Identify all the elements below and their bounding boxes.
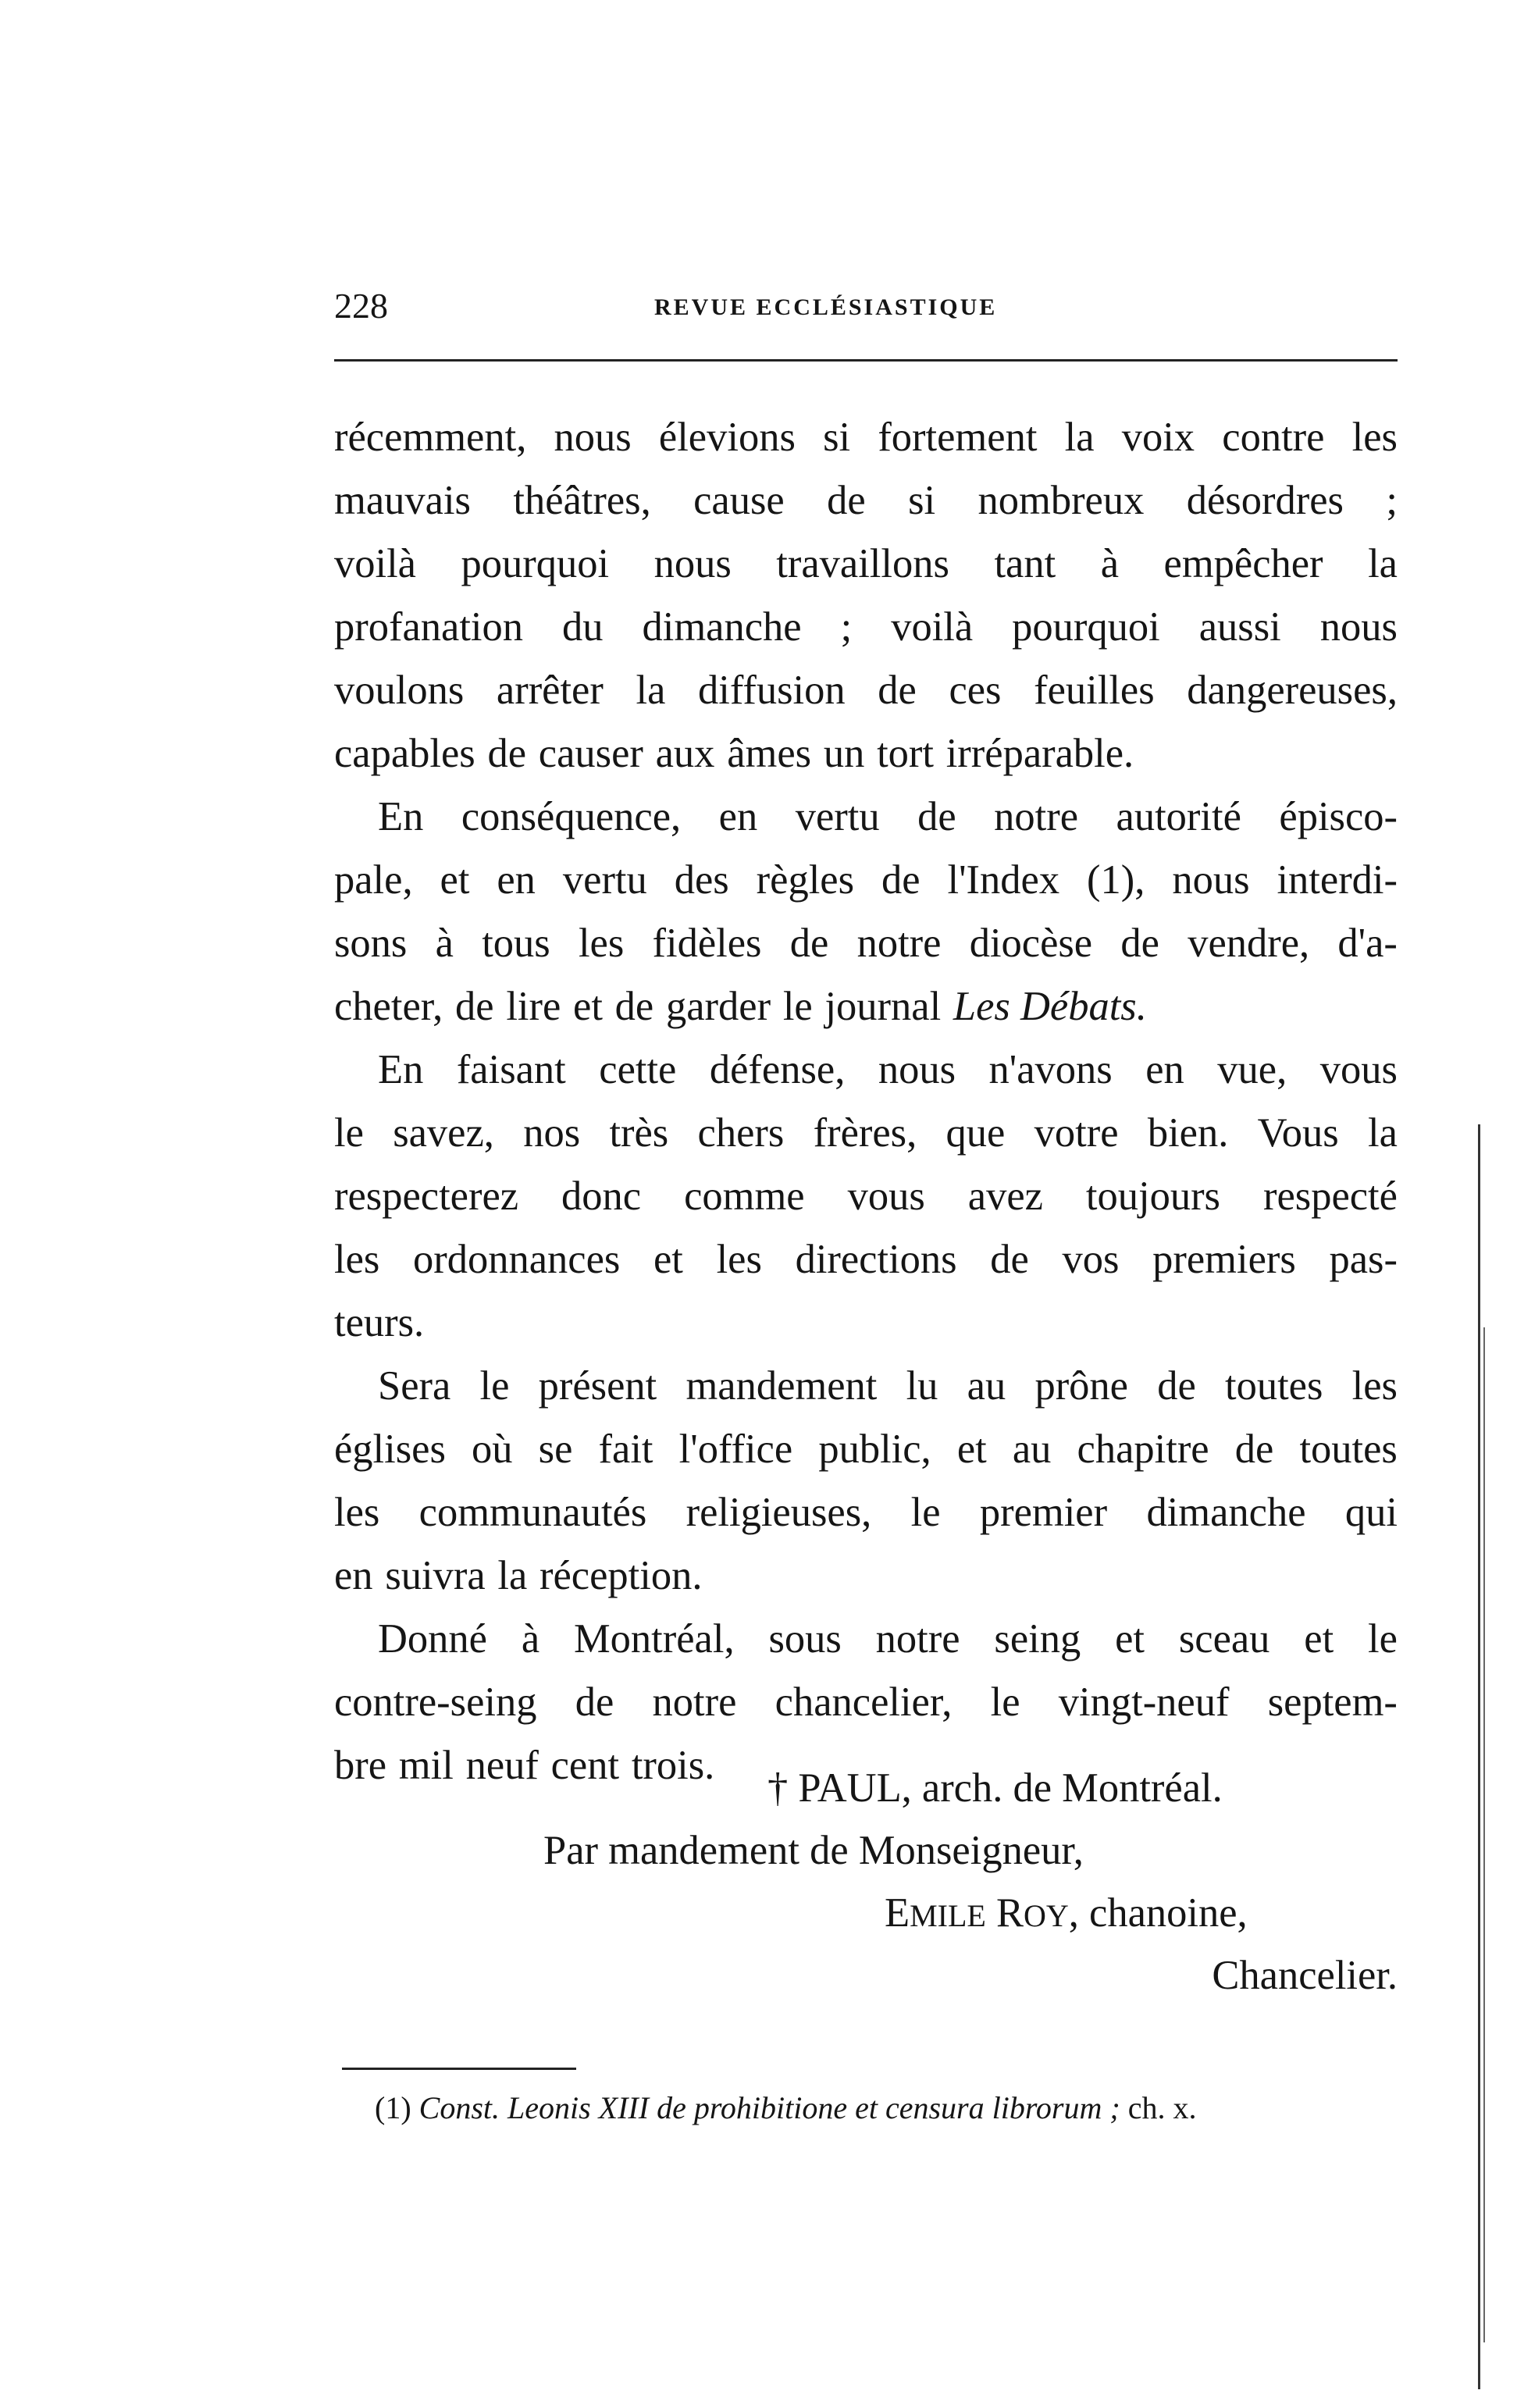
roy-initial-e: E: [885, 1890, 910, 1936]
text-line: Sera le présent mandement lu au prône de toutes les: [378, 1363, 1398, 1409]
roy-title: , chanoine,: [1068, 1890, 1248, 1936]
signature-block: [334, 1757, 1398, 2007]
text-line: Donné à Montréal, sous notre seing et sceau et le: [378, 1616, 1398, 1662]
text-line: En conséquence, en vertu de notre autorité épisco-: [378, 794, 1398, 839]
header-rule: [334, 359, 1398, 362]
roy-initial-r: R: [995, 1890, 1024, 1936]
italic-title: Les Débats.: [953, 984, 1147, 1029]
roy-mile: MILE: [910, 1898, 986, 1933]
text-line: respecterez donc comme vous avez toujours respecté: [334, 1174, 1398, 1219]
footnote-rule: [342, 2068, 576, 2070]
text-line: contre-seing de notre chancelier, le vingt-neuf septem-: [334, 1680, 1398, 1725]
text-line: bre mil neuf cent trois.: [334, 1743, 715, 1788]
page-header: [334, 283, 1427, 337]
running-head: REVUE ECCLÉSIASTIQUE: [654, 294, 998, 320]
text-line: voilà pourquoi nous travaillons tant à empêcher la: [334, 541, 1398, 586]
text-line: sons à tous les fidèles de notre diocèse de vendre, d'a-: [334, 921, 1398, 966]
text-line: voulons arrêter la diffusion de ces feuilles dangereuses,: [334, 668, 1398, 713]
text-line: en suivra la réception.: [334, 1553, 703, 1598]
binding-edge-shadow: [1483, 1327, 1485, 2342]
chancellor-signature: [334, 1882, 1398, 1944]
text-line: récemment, nous élevions si fortement la voix contre les: [334, 415, 1398, 460]
page-number: 228: [334, 286, 388, 326]
text-line: mauvais théâtres, cause de si nombreux désordres ;: [334, 478, 1398, 523]
footnote-marker: (1): [375, 2090, 411, 2125]
chancellor-title: Chancelier.: [1212, 1953, 1398, 1998]
binding-edge-mark: [1478, 1124, 1480, 2389]
text-line: profanation du dimanche ; voilà pourquoi aussi nous: [334, 604, 1398, 650]
text-line: cheter, de lire et de garder le journal Les Débats.: [334, 975, 1398, 1038]
body-text: [334, 406, 1398, 1797]
roy-oy: OY: [1024, 1898, 1069, 1933]
text-line: En faisant cette défense, nous n'avons en vue, vous: [378, 1047, 1398, 1092]
archbishop-signature: † PAUL, arch. de Montréal.: [767, 1765, 1223, 1811]
text-line: les ordonnances et les directions de vos premiers pas-: [334, 1237, 1398, 1282]
text-line: églises où se fait l'office public, et au chapitre de toutes: [334, 1427, 1398, 1472]
text-line: le savez, nos très chers frères, que votre bien. Vous la: [334, 1110, 1398, 1156]
text-line: teurs.: [334, 1300, 425, 1345]
text-line: capables de causer aux âmes un tort irréparable.: [334, 731, 1134, 776]
text-line: pale, et en vertu des règles de l'Index (1), nous interdi-: [334, 857, 1398, 903]
footnote-citation: Const. Leonis XIII de prohibitione et censura librorum ;: [418, 2090, 1120, 2125]
mandate-line: Par mandement de Monseigneur,: [543, 1828, 1084, 1873]
footnote-ref: ch. x.: [1127, 2090, 1197, 2125]
footnote: [375, 2086, 1398, 2130]
text-line: les communautés religieuses, le premier dimanche qui: [334, 1490, 1398, 1535]
